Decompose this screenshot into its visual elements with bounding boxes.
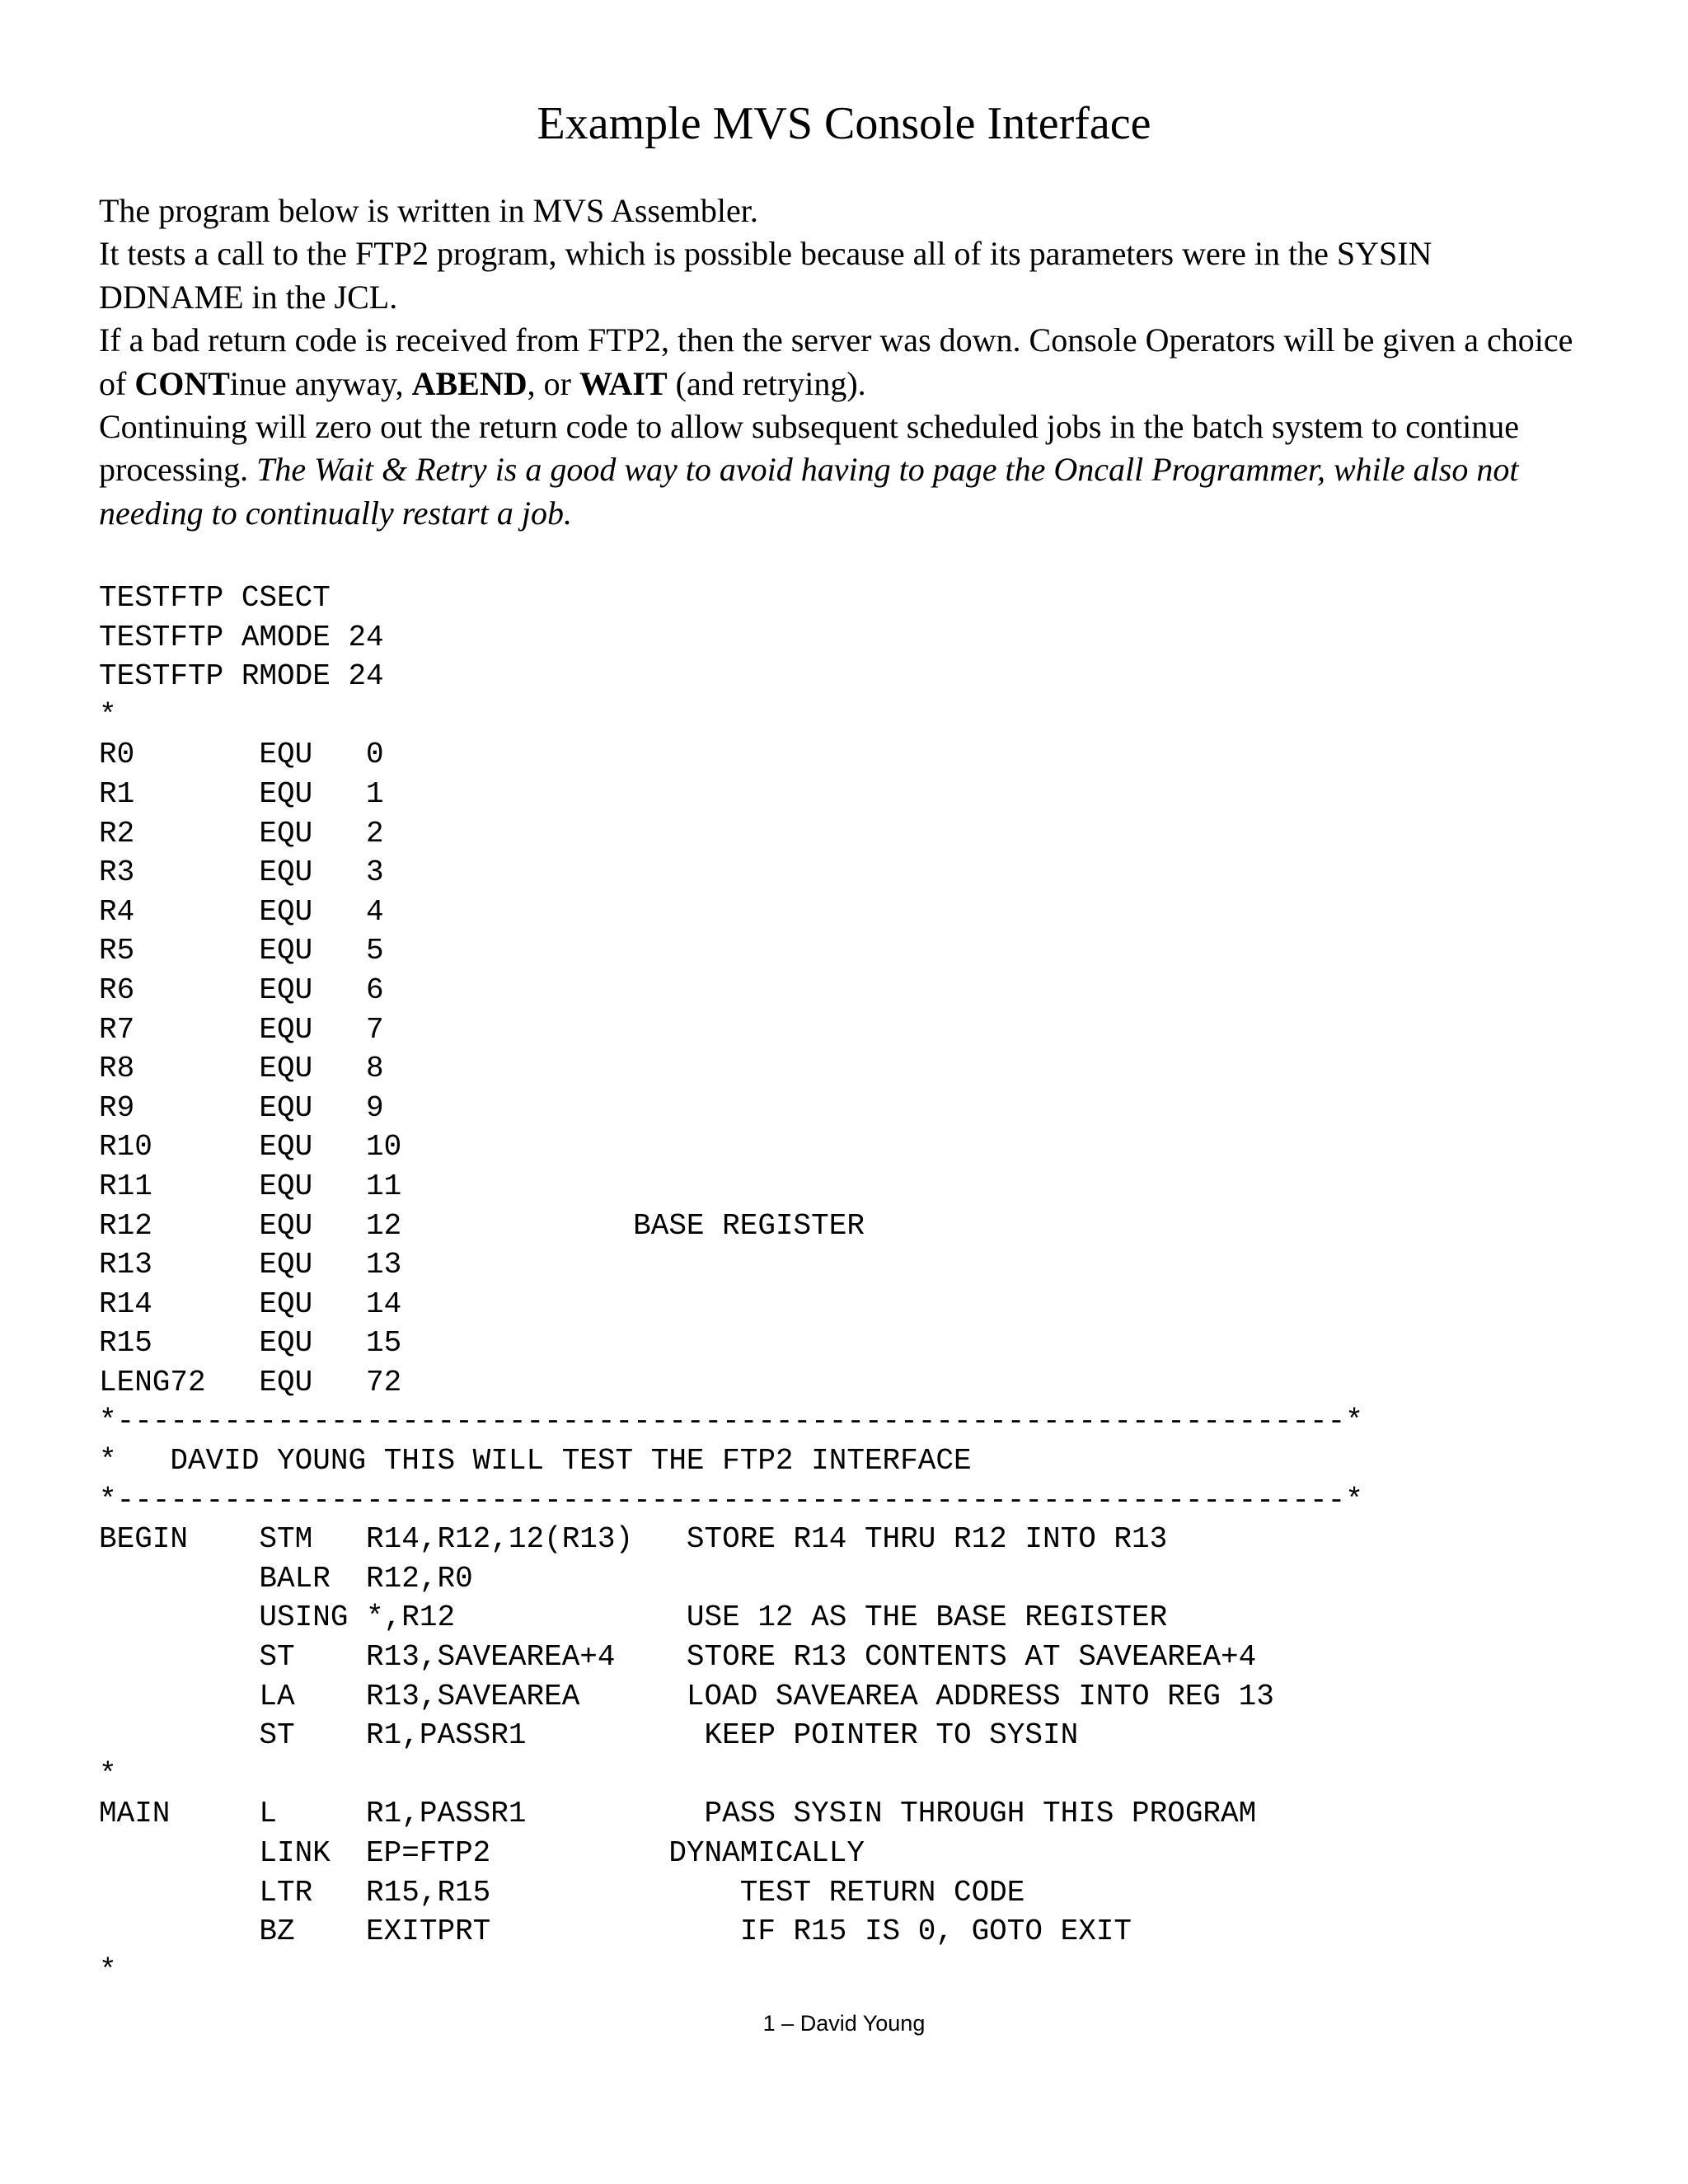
intro-text: , or bbox=[527, 364, 579, 402]
intro-line: The program below is written in MVS Assembler. bbox=[99, 192, 758, 229]
intro-italic-note: The Wait & Retry is a good way to avoid having to page the Oncall Programmer, while also not bbox=[256, 451, 1519, 489]
intro-italic-note: needing to continually restart a job. bbox=[99, 494, 573, 532]
assembler-code-listing bbox=[99, 579, 1363, 1990]
intro-line-mixed bbox=[99, 448, 1615, 491]
code-line: R11 EQU 11 bbox=[99, 1169, 402, 1203]
code-line: * bbox=[99, 1757, 117, 1792]
code-line: *---------------------------------------------------------------------* bbox=[99, 1483, 1363, 1517]
intro-text: processing. bbox=[99, 451, 257, 489]
code-line: ST R13,SAVEAREA+4 STORE R13 CONTENTS AT SAVEAREA+4 bbox=[99, 1640, 1257, 1675]
code-line: R4 EQU 4 bbox=[99, 894, 384, 929]
intro-line-choices bbox=[99, 363, 1615, 405]
code-line: BEGIN STM R14,R12,12(R13) STORE R14 THRU R12 INTO R13 bbox=[99, 1522, 1168, 1557]
code-line: R2 EQU 2 bbox=[99, 816, 384, 851]
code-line: BALR R12,R0 bbox=[99, 1561, 473, 1596]
code-line: BZ EXITPRT IF R15 IS 0, GOTO EXIT bbox=[99, 1915, 1132, 1949]
intro-line: It tests a call to the FTP2 program, which is possible because all of its parameters were in the SYSIN bbox=[99, 235, 1432, 273]
intro-text: (and retrying). bbox=[667, 364, 866, 402]
code-line: LENG72 EQU 72 bbox=[99, 1365, 402, 1399]
code-line: R1 EQU 1 bbox=[99, 776, 384, 811]
code-line: R12 EQU 12 BASE REGISTER bbox=[99, 1208, 865, 1243]
code-line: TESTFTP RMODE 24 bbox=[99, 659, 384, 694]
code-line: R5 EQU 5 bbox=[99, 934, 384, 968]
code-line: LTR R15,R15 TEST RETURN CODE bbox=[99, 1875, 1025, 1910]
code-line: LA R13,SAVEAREA LOAD SAVEAREA ADDRESS INTO REG 13 bbox=[99, 1679, 1274, 1713]
code-line: R0 EQU 0 bbox=[99, 738, 384, 772]
code-line: R9 EQU 9 bbox=[99, 1090, 384, 1125]
code-line: * DAVID YOUNG THIS WILL TEST THE FTP2 INTERFACE bbox=[99, 1444, 972, 1479]
choice-abend: ABEND bbox=[411, 364, 528, 402]
page-title: Example MVS Console Interface bbox=[537, 98, 1151, 149]
page-footer: 1 – David Young bbox=[762, 2011, 926, 2036]
code-line: ST R1,PASSR1 KEEP POINTER TO SYSIN bbox=[99, 1718, 1079, 1753]
code-line: * bbox=[99, 1953, 117, 1988]
code-line: R6 EQU 6 bbox=[99, 972, 384, 1007]
choice-wait: WAIT bbox=[579, 364, 668, 402]
intro-line: If a bad return code is received from FTP2, then the server was down. Console Operators will be given a choice bbox=[99, 321, 1573, 359]
code-line: R3 EQU 3 bbox=[99, 855, 384, 890]
choice-cont-bold: CONT bbox=[134, 364, 230, 402]
code-line: R15 EQU 15 bbox=[99, 1326, 402, 1361]
intro-text: of bbox=[99, 364, 135, 402]
code-line: R14 EQU 14 bbox=[99, 1286, 402, 1321]
code-line: R7 EQU 7 bbox=[99, 1012, 384, 1047]
code-line: USING *,R12 USE 12 AS THE BASE REGISTER bbox=[99, 1601, 1168, 1635]
intro-line: DDNAME in the JCL. bbox=[99, 278, 398, 316]
code-line: TESTFTP AMODE 24 bbox=[99, 620, 384, 654]
code-line: R10 EQU 10 bbox=[99, 1130, 402, 1165]
code-line: MAIN L R1,PASSR1 PASS SYSIN THROUGH THIS PROGRAM bbox=[99, 1797, 1257, 1831]
code-line: R8 EQU 8 bbox=[99, 1052, 384, 1086]
code-line: TESTFTP CSECT bbox=[99, 581, 331, 615]
intro-line bbox=[99, 492, 1615, 535]
intro-text: inue anyway, bbox=[229, 364, 412, 402]
code-line: *---------------------------------------------------------------------* bbox=[99, 1404, 1363, 1439]
intro-line: Continuing will zero out the return code to allow subsequent scheduled jobs in the batch system to continue bbox=[99, 407, 1519, 445]
code-line: * bbox=[99, 698, 117, 733]
code-line: LINK EP=FTP2 DYNAMICALLY bbox=[99, 1836, 865, 1870]
intro-paragraph bbox=[99, 190, 1615, 535]
code-line: R13 EQU 13 bbox=[99, 1248, 402, 1282]
